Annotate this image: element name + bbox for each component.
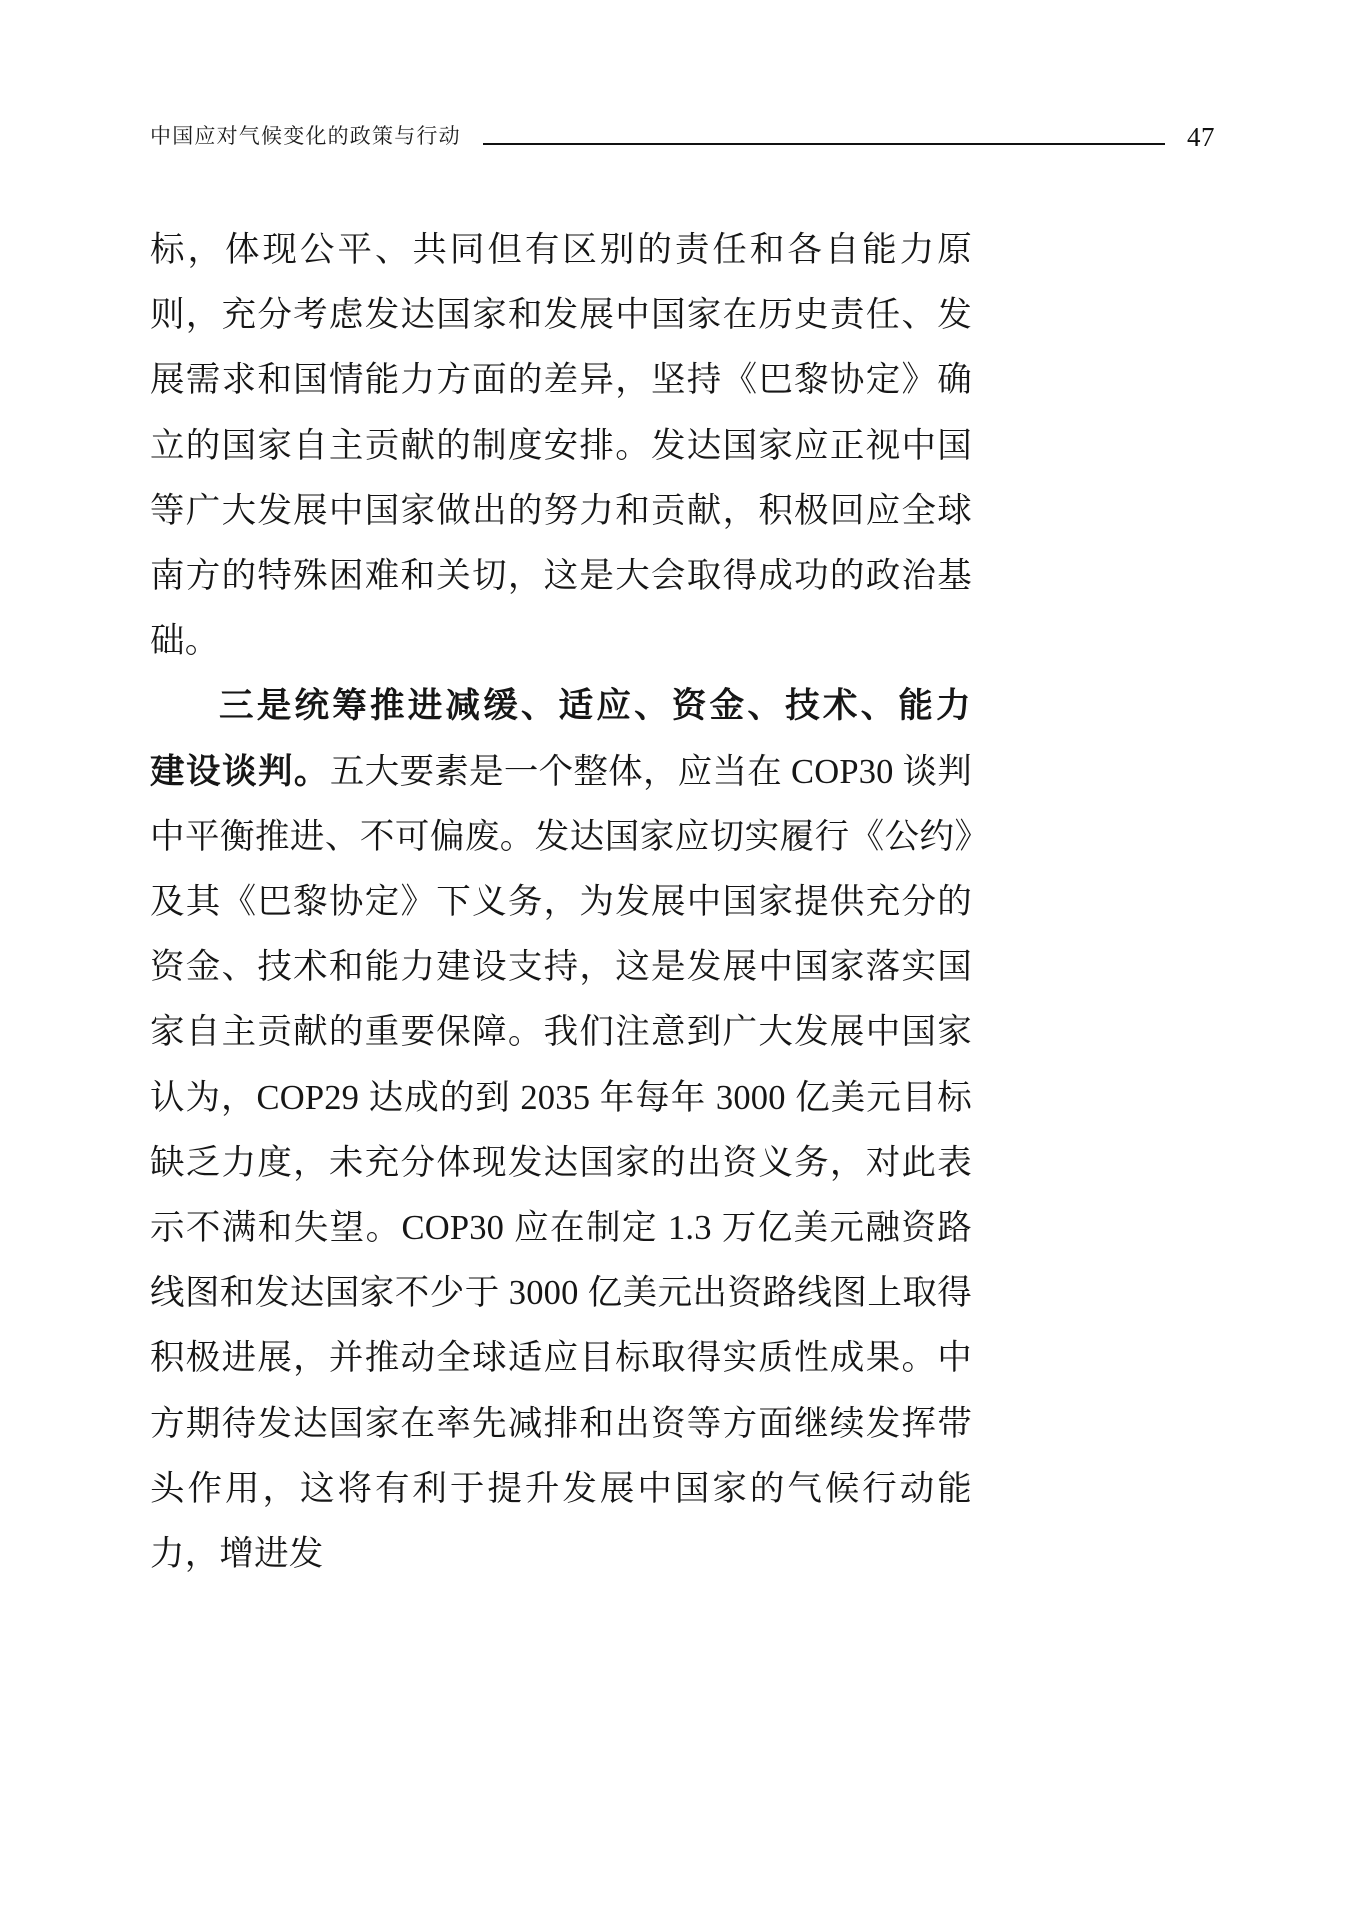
paragraph-section-three <box>150 674 972 1587</box>
running-head-title: 中国应对气候变化的政策与行动 <box>150 125 461 148</box>
section-heading-bold: 三是统筹推进减缓、适应、资金、技术、能力建设谈判。 <box>150 687 972 791</box>
running-header <box>150 112 1215 158</box>
paragraph-continuation: 标，体现公平、共同但有区别的责任和各自能力原则，充分考虑发达国家和发展中国家在历史责任、发展需求和国情能力方面的差异，坚持《巴黎协定》确立的国家自主贡献的制度安排。发达国家应正视中国等广大发展中国家做出的努力和贡献，积极回应全球南方的特殊困难和关切，这是大会取得成功的政治基础。 <box>150 231 972 661</box>
body-text-block <box>150 218 972 1587</box>
header-rule <box>483 143 1165 145</box>
section-body-text: 五大要素是一个整体，应当在 COP30 谈判中平衡推进、不可偏废。发达国家应切实履行《公约》及其《巴黎协定》下义务，为发展中国家提供充分的资金、技术和能力建设支持，这是发展中国家落实国家自主贡献的重要保障。我们注意到广大发展中国家认为，COP29 达成的到 2035 年每年 3000 亿美元目标缺乏力度，未充分体现发达国家的出资义务，对此表示不满和失望。COP30 应在制定 1.3 万亿美元融资路线图和发达国家不少于 3000 亿美元出资路线图上取得积极进展，并推动全球适应目标取得实质性成果。中方期待发达国家在率先减排和出资等方面继续发挥带头作用，这将有利于提升发展中国家的气候行动能力，增进发 <box>150 752 973 1574</box>
page-number: 47 <box>1187 121 1215 152</box>
